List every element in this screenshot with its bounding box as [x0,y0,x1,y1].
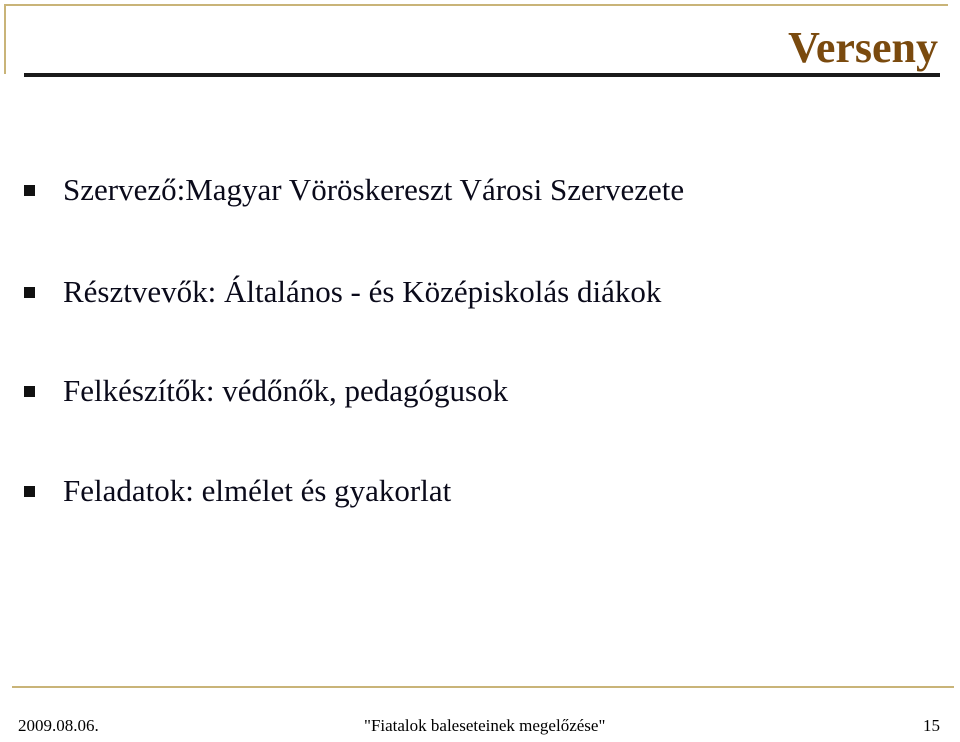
square-bullet-icon [24,287,35,298]
footer-date: 2009.08.06. [18,716,99,735]
bullet-text: Résztvevők: Általános - és Középiskolás diákok [63,274,662,309]
slide-number: 15 [923,716,940,735]
footer-divider [12,686,954,688]
square-bullet-icon [24,185,35,196]
square-bullet-icon [24,386,35,397]
bullet-item-tasks [24,471,924,511]
square-bullet-icon [24,486,35,497]
bullet-item-trainers [24,371,924,411]
bullet-text: Felkészítők: védőnők, pedagógusok [63,373,509,408]
bullet-text: Szervező:Magyar Vöröskereszt Városi Szervezete [63,172,685,207]
bullet-text: Feladatok: elmélet és gyakorlat [63,473,452,508]
bullet-item-participants [24,272,924,312]
slide-title: Verseny [788,23,938,72]
footer-title: "Fiatalok baleseteinek megelőzése" [364,716,606,735]
bullet-item-organizer [24,170,924,210]
